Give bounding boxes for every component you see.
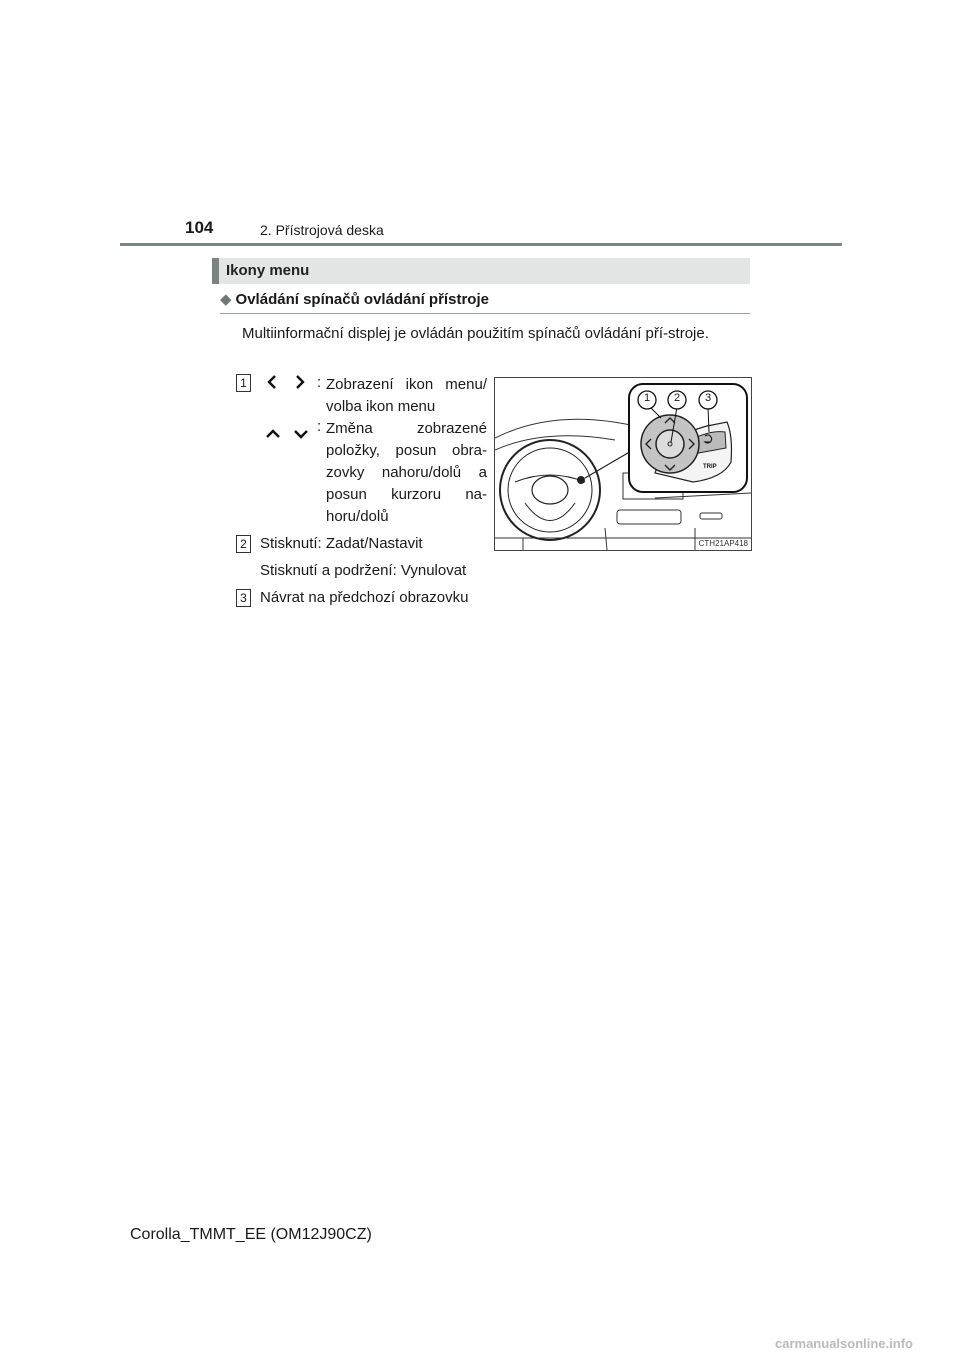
callout-3: 3 (704, 392, 712, 404)
footer-model: Corolla_TMMT_EE (OM12J90CZ) (130, 1226, 372, 1243)
menu-section-accent (212, 258, 219, 284)
section-header: 2. Přístrojová deska (260, 222, 384, 238)
item-number-3: 3 (236, 589, 251, 607)
item3-text: Návrat na předchozí obrazovku (260, 589, 469, 606)
item1-up-down-desc: Změna zobrazené položky, posun obra-zovky nahoru/dolů a posun kurzoru na-horu/dolů (326, 420, 487, 525)
chevron-left-icon (266, 374, 278, 390)
chevron-up-icon (265, 428, 281, 440)
menu-section-bar (212, 258, 750, 284)
subsection-rule (220, 313, 750, 314)
callout-2: 2 (673, 392, 681, 404)
chevron-right-icon (294, 374, 306, 390)
item-number-1: 1 (236, 374, 251, 392)
subsection-title: Ovládání spínačů ovládání přístroje (235, 291, 489, 308)
item2-press-text: Stisknutí: Zadat/Nastavit (260, 535, 423, 552)
colon: : (317, 374, 322, 391)
item-number-2: 2 (236, 535, 251, 553)
menu-section-title: Ikony menu (226, 262, 310, 279)
item2-hold-text: Stisknutí a podržení: Vynulovat (260, 562, 467, 579)
subsection-heading (220, 290, 489, 308)
trip-label: TRIP (703, 464, 717, 470)
header-rule (120, 243, 842, 246)
intro-paragraph: Multiinformační displej je ovládán použitím spínačů ovládání pří-stroje. (242, 325, 709, 342)
chevron-down-icon (293, 428, 309, 440)
illustration-code: CTH21AP418 (698, 539, 748, 548)
diamond-icon: ◆ (220, 291, 232, 308)
page-number: 104 (185, 218, 214, 237)
colon: : (317, 418, 322, 435)
callout-1: 1 (643, 392, 651, 404)
watermark: carmanualsonline.info (775, 1336, 913, 1351)
steering-switch-illustration (494, 377, 752, 551)
item1-left-right-desc: Zobrazení ikon menu/ volba ikon menu (326, 376, 487, 415)
